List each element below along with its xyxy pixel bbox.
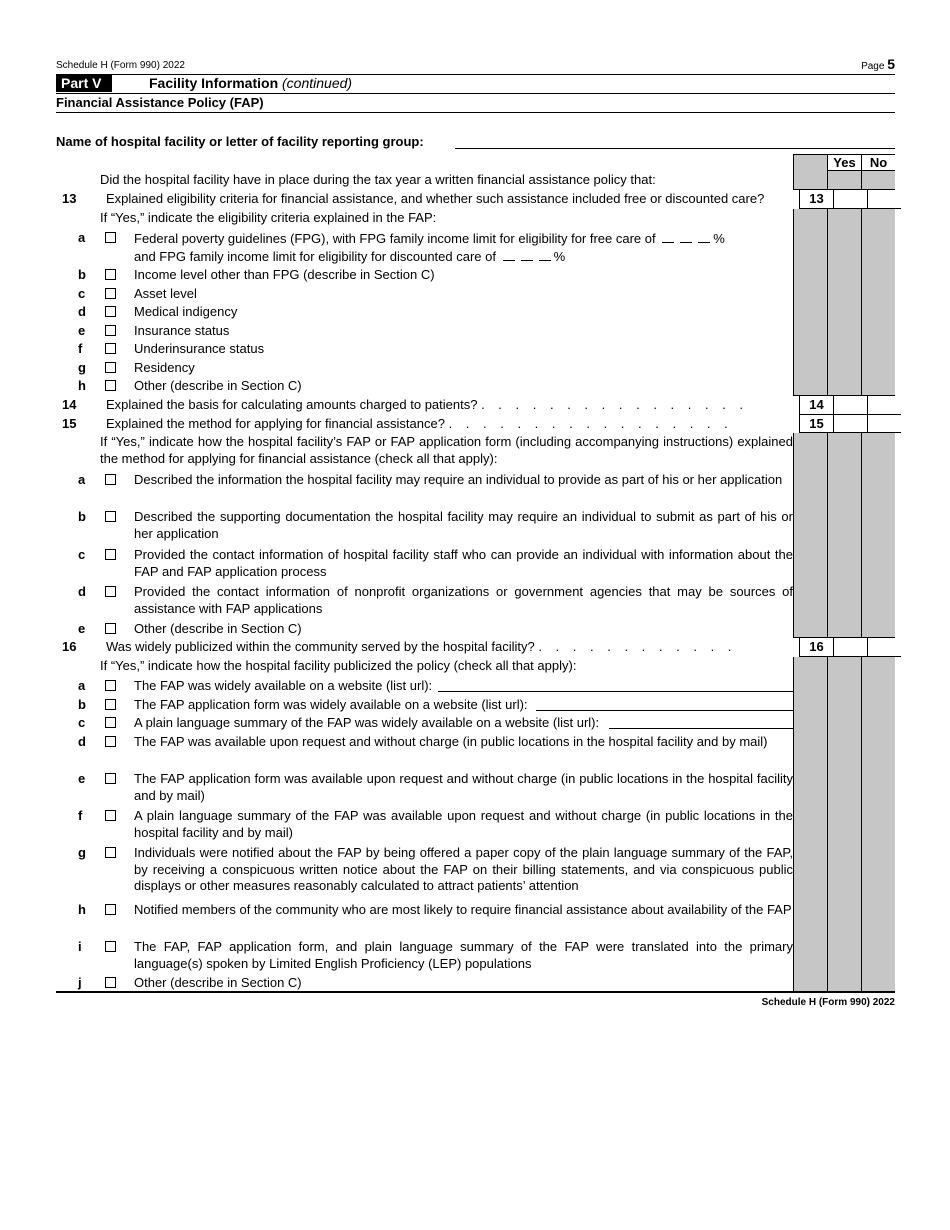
item-text: A plain language summary of the FAP was available upon request and without charge (in public locations in the hospital facility and by mail) xyxy=(134,808,793,840)
page-number-label xyxy=(861,56,895,72)
item-text: Other (describe in Section C) xyxy=(134,378,302,393)
free-care-limit-digit-2[interactable] xyxy=(680,230,692,243)
item-letter: a xyxy=(78,678,86,693)
line-box-14: 14 xyxy=(799,396,833,415)
item-letter: b xyxy=(78,697,86,712)
checkbox-13g[interactable] xyxy=(105,362,116,373)
leader-dots: . . . . . . . . . . . . xyxy=(538,639,737,654)
checkbox-13f[interactable] xyxy=(105,343,116,354)
item-text: The FAP application form was available upon request and without charge (in public locations in the hospital facility and by mail) xyxy=(134,771,793,803)
yes-no-header xyxy=(56,154,895,171)
question-number: 16 xyxy=(62,639,77,654)
item-13d xyxy=(78,303,793,322)
checkbox-15b[interactable] xyxy=(105,511,116,522)
fpg-discount-care-text: and FPG family income limit for eligibility for discounted care of xyxy=(134,248,496,264)
checkbox-16j[interactable] xyxy=(105,977,116,988)
leader-dots: . . . . . . . . . . . . . . . . . xyxy=(448,416,733,431)
checkbox-16g[interactable] xyxy=(105,847,116,858)
yes-answer-14[interactable] xyxy=(833,396,867,415)
item-letter: f xyxy=(78,341,83,356)
intro-text: Did the hospital facility have in place during the tax year a written financial assistance policy that: xyxy=(100,172,656,187)
item-letter: g xyxy=(78,360,86,375)
item-text: Underinsurance status xyxy=(134,341,265,356)
checkbox-13d[interactable] xyxy=(105,306,116,317)
page-label: Page xyxy=(861,61,885,72)
item-text: Residency xyxy=(134,360,195,375)
item-letter: d xyxy=(78,584,86,599)
part-header xyxy=(56,75,895,94)
item-15a xyxy=(78,471,793,508)
checkbox-16i[interactable] xyxy=(105,941,116,952)
question-15-text xyxy=(106,415,799,433)
item-16f xyxy=(78,807,793,844)
question-number: 13 xyxy=(62,191,77,206)
question-16-label: Was widely publicized within the community served by the hospital facility? xyxy=(106,639,535,654)
page-footer xyxy=(56,991,895,1009)
item-16b xyxy=(78,696,793,714)
item-13f xyxy=(78,340,793,359)
item-letter: j xyxy=(78,975,82,990)
question-13-followup: If “Yes,” indicate the eligibility criteria explained in the FAP: xyxy=(100,210,437,225)
checkbox-13c[interactable] xyxy=(105,288,116,299)
facility-name-row xyxy=(56,134,895,154)
item-13g xyxy=(78,359,793,377)
item-text: Other (describe in Section C) xyxy=(134,975,302,990)
item-16j xyxy=(78,974,793,991)
question-16-detail xyxy=(56,657,895,991)
item-text: Provided the contact information of hospital facility staff who can provide an individual with information about the FAP and FAP application process xyxy=(134,547,793,579)
leader-dots: . . . . . . . . . . . . . . . . xyxy=(481,397,749,412)
item-letter: h xyxy=(78,378,86,393)
item-letter: c xyxy=(78,715,86,730)
form-page xyxy=(56,56,895,1009)
item-16i xyxy=(78,938,793,974)
item-16c xyxy=(78,714,793,733)
facility-name-field[interactable] xyxy=(455,148,895,149)
item-letter: b xyxy=(78,509,86,524)
item-text: Described the information the hospital facility may require an individual to provide as part of his or her application xyxy=(134,472,783,487)
item-text: A plain language summary of the FAP was widely available on a website (list url): xyxy=(134,715,600,730)
item-letter: a xyxy=(78,472,86,487)
item-letter: e xyxy=(78,621,86,636)
url-field-16c[interactable] xyxy=(609,715,793,729)
part-label: Part V xyxy=(56,75,112,92)
item-16d xyxy=(78,733,793,770)
checkbox-15a[interactable] xyxy=(105,474,116,485)
item-letter: c xyxy=(78,547,86,562)
intro-row xyxy=(56,171,895,190)
item-text: The FAP was widely available on a website (list url): xyxy=(134,678,433,693)
question-14-label: Explained the basis for calculating amounts charged to patients? xyxy=(106,397,478,412)
page-number: 5 xyxy=(887,56,895,72)
free-care-limit-digit-3[interactable] xyxy=(698,230,710,243)
item-16e xyxy=(78,770,793,807)
part-title-text: Facility Information xyxy=(149,75,279,91)
checkbox-13a[interactable] xyxy=(105,232,116,243)
item-letter: e xyxy=(78,323,86,338)
item-letter: e xyxy=(78,771,86,786)
checkbox-16e[interactable] xyxy=(105,773,116,784)
item-letter: f xyxy=(78,808,83,823)
question-15-detail xyxy=(56,433,895,638)
question-16-text xyxy=(106,638,799,657)
facility-name-label: Name of hospital facility or letter of facility reporting group: xyxy=(56,134,424,149)
line-box-15: 15 xyxy=(799,415,833,433)
part-title-suffix: (continued) xyxy=(282,75,353,91)
item-text: Provided the contact information of nonprofit organizations or government agencies that may be sources of assistance with FAP applications xyxy=(134,584,793,616)
discount-care-limit-digit-2[interactable] xyxy=(521,248,533,261)
url-field-16b[interactable] xyxy=(536,697,793,711)
no-answer-16[interactable] xyxy=(867,638,901,657)
question-13-row xyxy=(56,190,895,209)
item-letter: d xyxy=(78,304,86,319)
line-box-13: 13 xyxy=(799,190,833,209)
percent-sign: % xyxy=(713,231,725,246)
form-name: Schedule H (Form 990) 2022 xyxy=(56,60,185,71)
item-13b xyxy=(78,266,793,285)
question-13-detail xyxy=(56,209,895,396)
item-15e xyxy=(78,620,793,638)
item-text: Notified members of the community who are most likely to require financial assistance about availability of the FAP xyxy=(134,902,792,917)
item-text: The FAP application form was widely available on a website (list url): xyxy=(134,697,528,712)
yes-column-header: Yes xyxy=(827,154,861,171)
question-number: 15 xyxy=(62,416,77,431)
item-letter: d xyxy=(78,734,86,749)
no-answer-14[interactable] xyxy=(867,396,901,415)
url-field-16a[interactable] xyxy=(438,678,793,692)
question-grid xyxy=(56,154,895,991)
footer-form-name: Schedule H (Form 990) 2022 xyxy=(761,997,895,1008)
yes-answer-16[interactable] xyxy=(833,638,867,657)
checkbox-15d[interactable] xyxy=(105,586,116,597)
item-text: Asset level xyxy=(134,286,197,301)
item-13a xyxy=(78,229,793,266)
discount-care-limit-digit-3[interactable] xyxy=(539,248,551,261)
item-13h xyxy=(78,377,793,396)
question-16-followup: If “Yes,” indicate how the hospital facility publicized the policy (check all that apply): xyxy=(100,658,577,673)
item-letter: c xyxy=(78,286,86,301)
yes-answer-15[interactable] xyxy=(833,415,867,433)
item-text: Insurance status xyxy=(134,323,230,338)
item-text: Individuals were notified about the FAP by being offered a paper copy of the plain language summary of the FAP, by receiving a conspicuous written notice about the FAP on their billing statements, and via conspicuous public displays or other measures reasonably calculated to attract patients’ attention xyxy=(134,845,793,893)
checkbox-16f[interactable] xyxy=(105,810,116,821)
checkbox-13b[interactable] xyxy=(105,269,116,280)
item-13c xyxy=(78,285,793,303)
item-13e xyxy=(78,322,793,340)
percent-sign: % xyxy=(553,248,566,264)
section-title: Financial Assistance Policy (FAP) xyxy=(56,94,895,113)
yes-answer-13[interactable] xyxy=(833,190,867,209)
checkbox-16c[interactable] xyxy=(105,717,116,728)
no-answer-15[interactable] xyxy=(867,415,901,433)
free-care-limit-digit-1[interactable] xyxy=(662,230,674,243)
item-16h xyxy=(78,901,793,938)
item-letter: b xyxy=(78,267,86,282)
checkbox-13e[interactable] xyxy=(105,325,116,336)
item-16g xyxy=(78,844,793,901)
page-header xyxy=(56,56,895,75)
item-letter: a xyxy=(78,230,86,245)
checkbox-16b[interactable] xyxy=(105,699,116,710)
checkbox-15c[interactable] xyxy=(105,549,116,560)
question-14-text xyxy=(106,396,799,415)
item-15b xyxy=(78,508,793,546)
item-15d xyxy=(78,583,793,620)
item-text: Described the supporting documentation the hospital facility may require an individual to submit as part of his or her application xyxy=(134,509,793,541)
no-answer-13[interactable] xyxy=(867,190,901,209)
discount-care-limit-digit-1[interactable] xyxy=(503,248,515,261)
item-text: The FAP, FAP application form, and plain language summary of the FAP were translated into the primary language(s) spoken by Limited English Proficiency (LEP) populations xyxy=(134,939,793,971)
question-16-row xyxy=(56,638,895,657)
checkbox-16h[interactable] xyxy=(105,904,116,915)
item-16a xyxy=(78,677,793,696)
checkbox-16a[interactable] xyxy=(105,680,116,691)
item-letter: i xyxy=(78,939,82,954)
checkbox-15e[interactable] xyxy=(105,623,116,634)
item-text: Medical indigency xyxy=(134,304,238,319)
item-text: The FAP was available upon request and without charge (in public locations in the hospital facility and by mail) xyxy=(134,734,768,749)
item-letter: g xyxy=(78,845,86,860)
item-text: Other (describe in Section C) xyxy=(134,621,302,636)
checkbox-16d[interactable] xyxy=(105,736,116,747)
question-15-followup: If “Yes,” indicate how the hospital facility’s FAP or FAP application form (including accompanying instructions) explained the method for applying for financial assistance (check all that apply): xyxy=(100,434,793,466)
item-text: Income level other than FPG (describe in Section C) xyxy=(134,267,435,282)
checkbox-13h[interactable] xyxy=(105,380,116,391)
line-box-16: 16 xyxy=(799,638,833,657)
question-number: 14 xyxy=(62,397,77,412)
item-15c xyxy=(78,546,793,583)
question-15-label: Explained the method for applying for financial assistance? xyxy=(106,416,445,431)
no-column-header: No xyxy=(861,154,895,171)
part-title xyxy=(149,75,352,92)
question-15-row xyxy=(56,415,895,433)
item-letter: h xyxy=(78,902,86,917)
fpg-free-care-text: Federal poverty guidelines (FPG), with FPG family income limit for eligibility for free care of xyxy=(134,231,656,246)
question-13-text: Explained eligibility criteria for financial assistance, and whether such assistance included free or discounted care? xyxy=(106,191,765,206)
question-14-row xyxy=(56,396,895,415)
